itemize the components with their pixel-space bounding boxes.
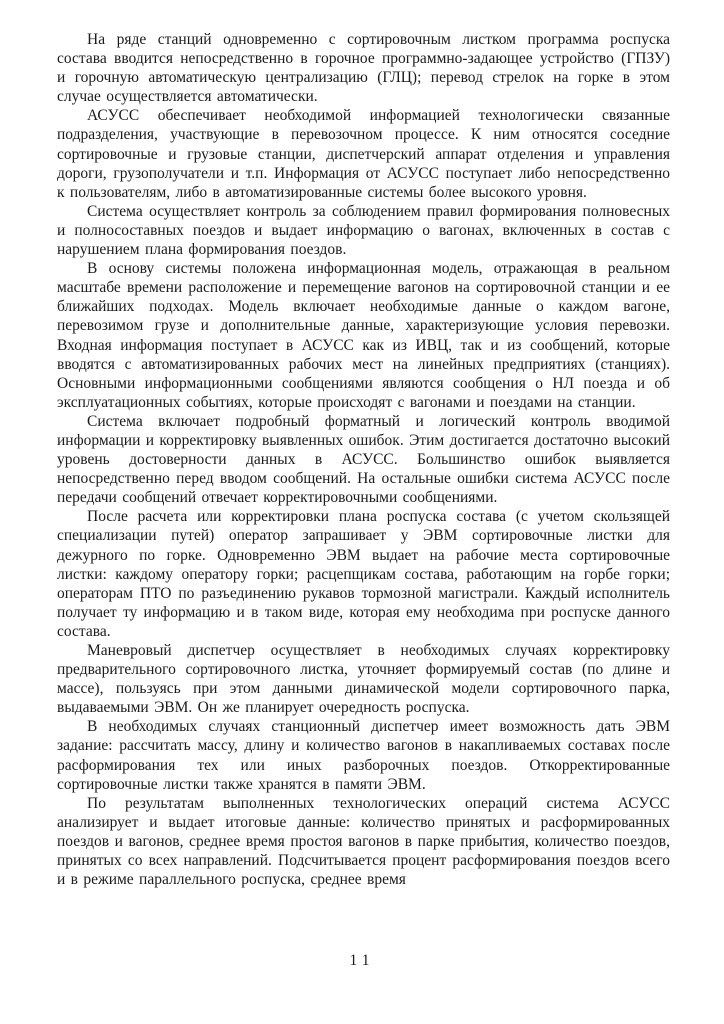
paragraph: На ряде станций одновременно с сортировочным листком программа роспуска состава вводится непосредственно в горочное программно-задающее устройство (ГПЗУ) и горочную автоматическую централизацию (ГЛЦ); перевод стрелок на горке в этом случае осуществляется автоматически.: [57, 31, 670, 106]
document-body: [57, 30, 670, 889]
paragraph: Система осуществляет контроль за соблюдением правил формирования полновесных и полносоставных поездов и выдает информацию о вагонах, включенных в состав с нарушением плана формирования поездов.: [57, 202, 670, 259]
paragraph: Маневровый диспетчер осуществляет в необходимых случаях корректировку предварительного сортировочного листка, уточняет формируемый состав (по длине и массе), пользуясь при этом данными динамической модели сортировочного парка, выдаваемыми ЭВМ. Он же планирует очередность роспуска.: [57, 642, 670, 717]
paragraph: После расчета или корректировки плана роспуска состава (с учетом скользящей специализации путей) оператор запрашивает у ЭВМ сортировочные листки для дежурного по горке. Одновременно ЭВМ выдает на рабочие места сортировочные листки: каждому оператору горки; расцепщикам состава, работающим на горбе горки; операторам ПТО по разъединению рукавов тормозной магистрали. Каждый исполнитель получает ту информацию и в таком виде, которая ему необходима при роспуске данного состава.: [57, 508, 670, 640]
page-number: 11: [349, 951, 375, 969]
paragraph: В необходимых случаях станционный диспетчер имеет возможность дать ЭВМ задание: рассчитать массу, длину и количество вагонов в накапливаемых составах после расформирования тех или иных разборочных поездов. Откорректированные сортировочные листки также хранятся в памяти ЭВМ.: [57, 718, 670, 793]
paragraph: В основу системы положена информационная модель, отражающая в реальном масштабе времени расположение и перемещение вагонов на сортировочной станции и ее ближайших подходах. Модель включает необходимые данные о каждом вагоне, перевозимом грузе и дополнительные данные, характеризующие условия перевозки. Входная информация поступает в АСУСС как из ИВЦ, так и из сообщений, которые вводятся с автоматизированных рабочих мест на линейных предприятиях (станциях). Основными информационными сообщениями являются сообщения о НЛ поезда и об эксплуатационных событиях, которые происходят с вагонами и поездами на станции.: [57, 260, 670, 411]
paragraph: По результатам выполненных технологических операций система АСУСС анализирует и выдает итоговые данные: количество принятых и расформированных поездов и вагонов, среднее время простоя вагонов в парке прибытия, количество поездов, принятых со всех направлений. Подсчитывается процент расформирования поездов всего и в режиме параллельного роспуска, среднее время: [57, 794, 670, 889]
paragraph: АСУСС обеспечивает необходимой информацией технологически связанные подразделения, участвующие в перевозочном процессе. К ним относятся соседние сортировочные и грузовые станции, диспетчерский аппарат отделения и управления дороги, грузополучатели и т.п. Информация от АСУСС поступает либо непосредственно к пользователям, либо в автоматизированные системы более высокого уровня.: [57, 107, 670, 201]
paragraph: Система включает подробный форматный и логический контроль вводимой информации и корректировку выявленных ошибок. Этим достигается достаточно высокий уровень достоверности данных в АСУСС. Большинство ошибок выявляется непосредственно перед вводом сообщений. На остальные ошибки система АСУСС после передачи сообщений отвечает корректировочными сообщениями.: [57, 412, 670, 507]
